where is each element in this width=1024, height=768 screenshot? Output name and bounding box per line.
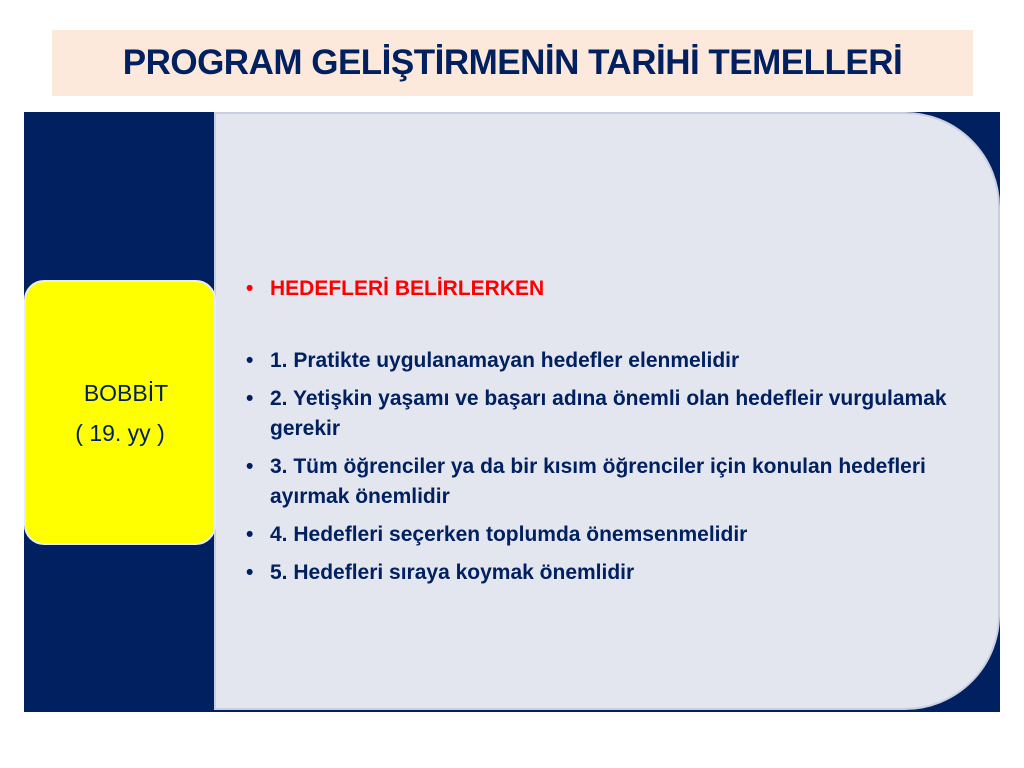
bullet-list [244, 274, 964, 596]
list-item [244, 452, 964, 512]
bullet-dot-icon: • [246, 277, 254, 300]
list-item [244, 346, 964, 376]
name-label: BOBBİT [83, 379, 169, 406]
heading-text: HEDEFLERİ BELİRLERKEN [270, 277, 545, 300]
bullet-dot-icon: • [246, 455, 254, 478]
list-item [244, 558, 964, 588]
list-item-text: 1. Pratikte uygulanamayan hedefler elenmelidir [270, 349, 740, 372]
list-item [244, 520, 964, 550]
bullet-dot-icon: • [246, 561, 254, 584]
period-label: ( 19. yy ) [75, 419, 165, 446]
list-item [244, 384, 964, 444]
list-item-text: 2. Yetişkin yaşamı ve başarı adına önemli olan hedefleir vurgulamak gerekir [270, 387, 947, 440]
title-bar [52, 30, 973, 96]
name-box [24, 280, 216, 545]
bullet-heading [244, 274, 964, 304]
bullet-dot-icon: • [246, 523, 254, 546]
list-item-text: 3. Tüm öğrenciler ya da bir kısım öğrenciler için konulan hedefleri ayırmak önemlidir [270, 455, 926, 508]
slide-title: PROGRAM GELİŞTİRMENİN TARİHİ TEMELLERİ [122, 43, 903, 82]
list-item-text: 5. Hedefleri sıraya koymak önemlidir [270, 561, 635, 584]
list-item-text: 4. Hedefleri seçerken toplumda önemsenmelidir [270, 523, 748, 546]
bullet-dot-icon: • [246, 387, 254, 410]
bullet-dot-icon: • [246, 349, 254, 372]
